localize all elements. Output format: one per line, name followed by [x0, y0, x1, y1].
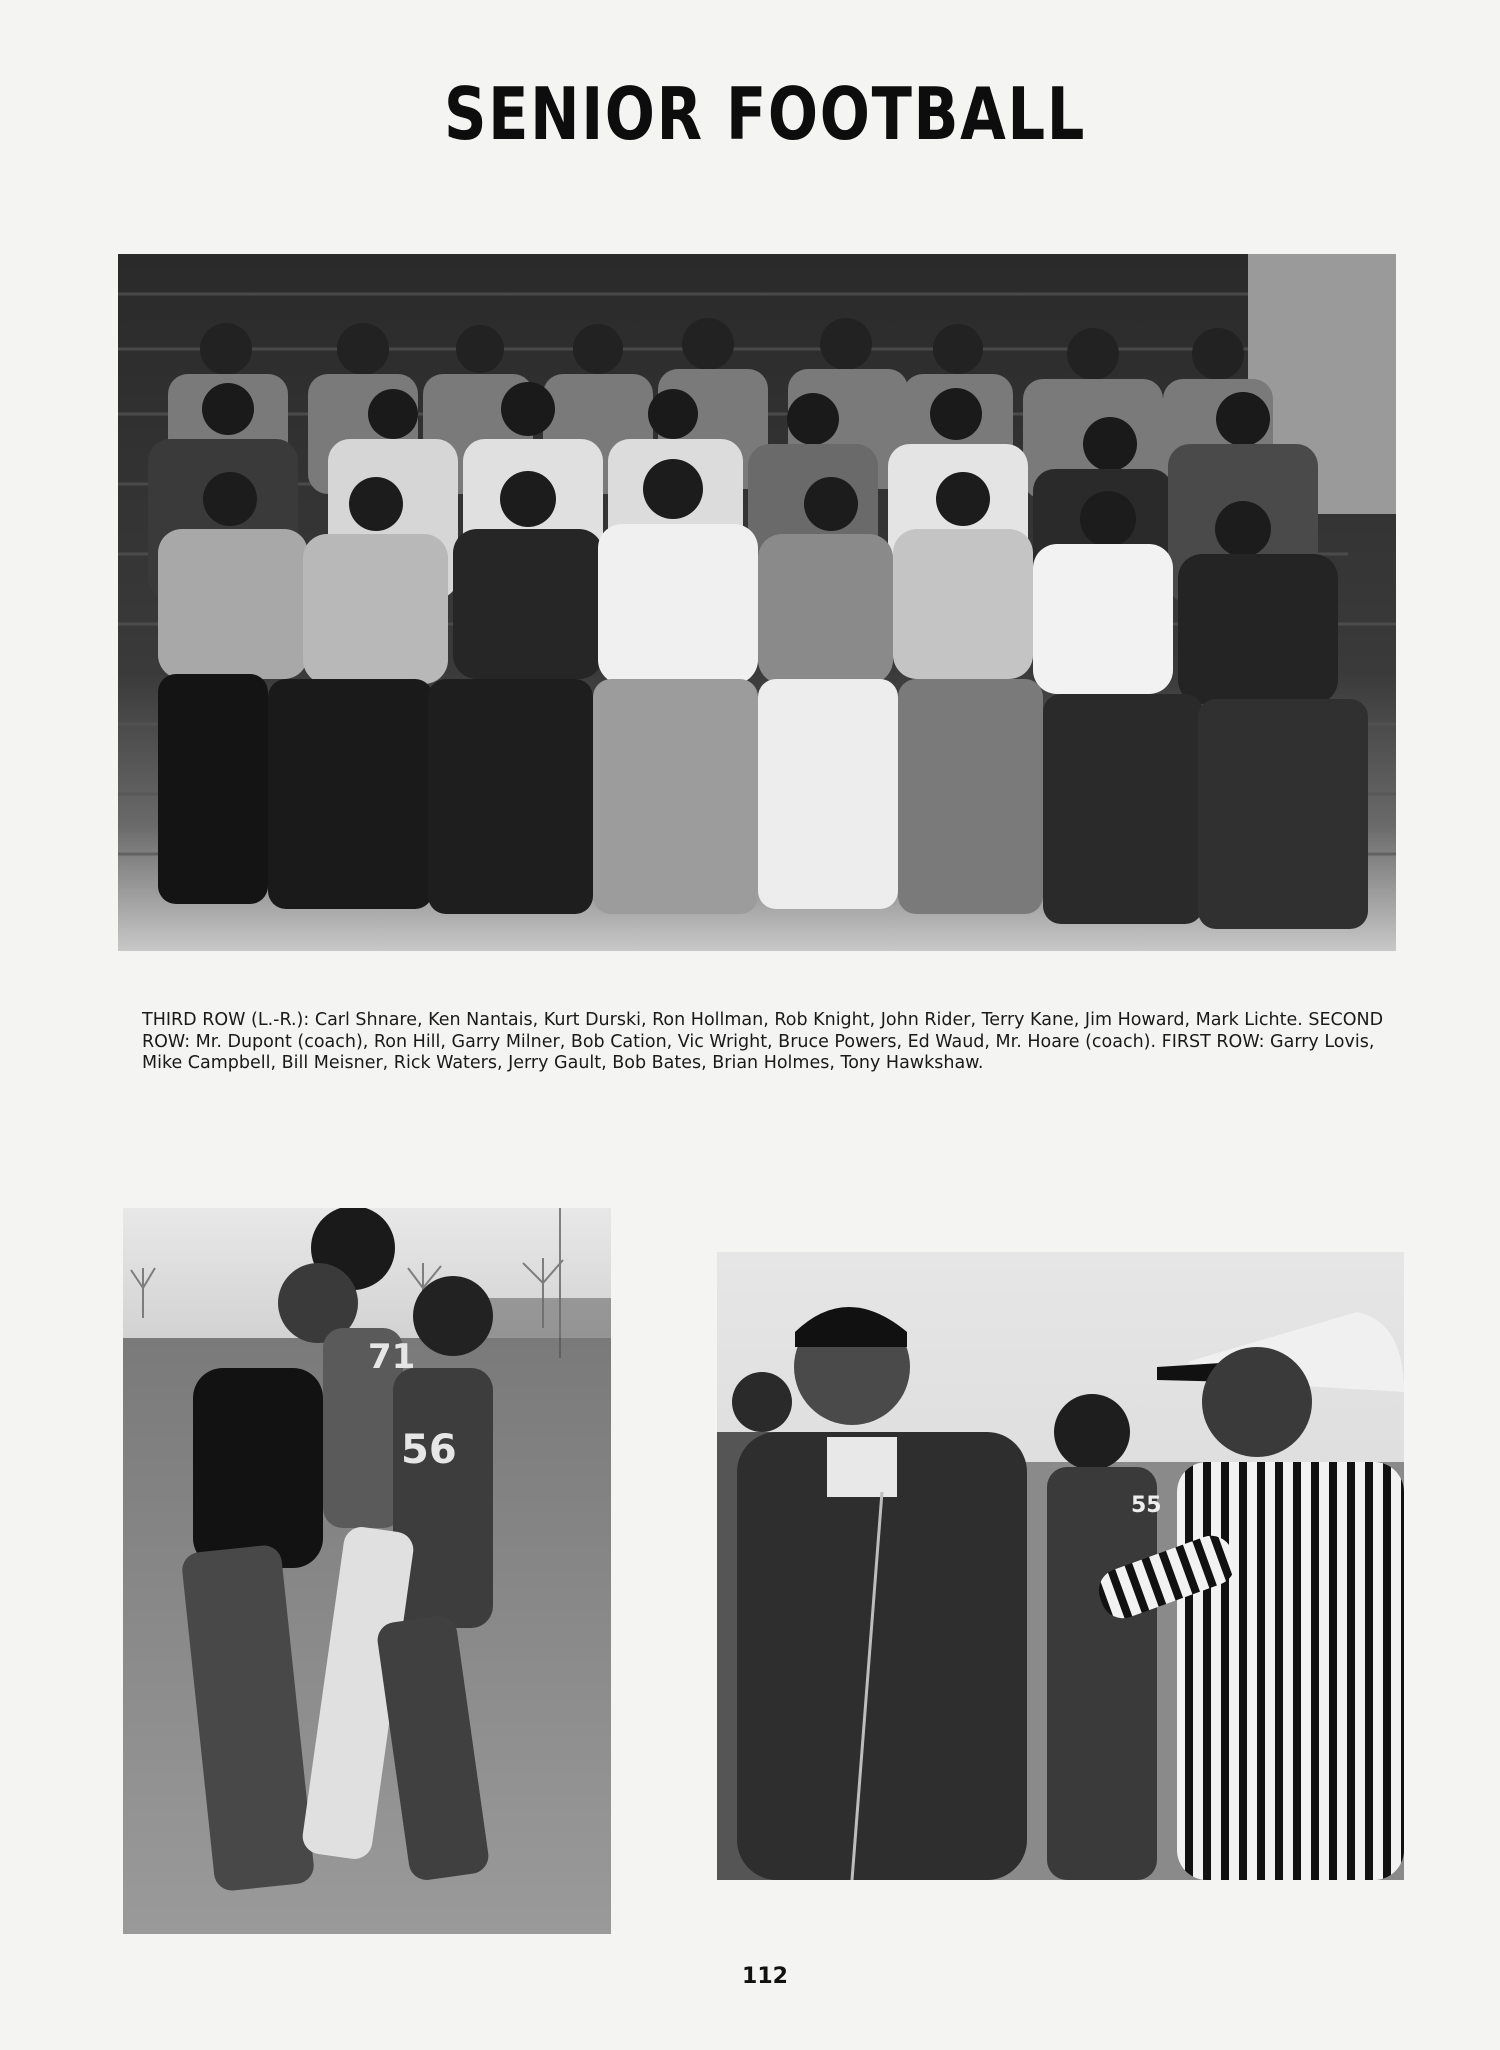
coach-referee-photo	[717, 1252, 1404, 1880]
team-photo-image	[118, 254, 1396, 951]
page-number: 112	[742, 1964, 788, 1989]
jersey-number-56: 56	[401, 1427, 457, 1473]
coach-referee-photo-image	[717, 1252, 1404, 1880]
jersey-number-71: 71	[368, 1337, 416, 1377]
injured-player-photo	[123, 1208, 611, 1934]
page-title: SENIOR FOOTBALL	[444, 72, 1086, 156]
jersey-number-55: 55	[1131, 1493, 1162, 1518]
team-photo	[118, 254, 1396, 951]
team-photo-caption: THIRD ROW (L.-R.): Carl Shnare, Ken Nantais, Kurt Durski, Ron Hollman, Rob Knight, John Rider, Terry Kane, Jim Howard, Mark Lichte. SECOND ROW: Mr. Dupont (coach), Ron Hill, Garry Milner, Bob Cation, Vic Wright, Bruce Powers, Ed Waud, Mr. Hoare (coach). FIRST ROW: Garry Lovis, Mike Campbell, Bill Meisner, Rick Waters, Jerry Gault, Bob Bates, Brian Holmes, Tony Hawkshaw.	[142, 1010, 1384, 1073]
injured-player-photo-image	[123, 1208, 611, 1934]
